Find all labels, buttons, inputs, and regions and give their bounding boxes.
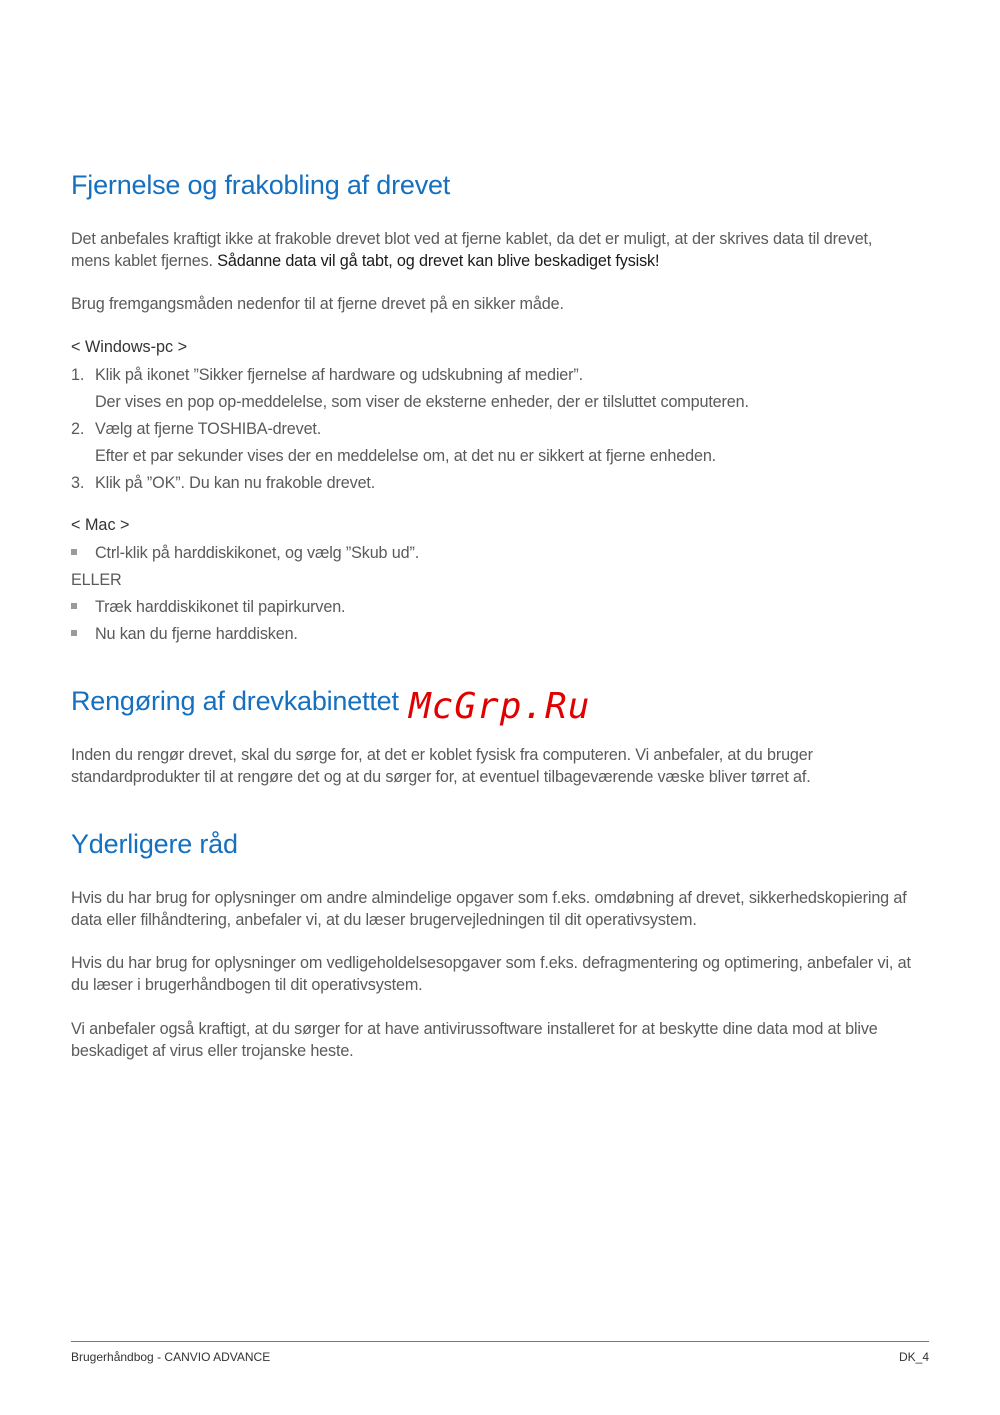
mac-heading: < Mac > [71, 516, 130, 534]
section-title-cleaning: Rengøring af drevkabinettet [71, 686, 399, 716]
step-text: Vælg at fjerne TOSHIBA-drevet. [95, 420, 322, 438]
mac-item-text: Ctrl-klik på harddiskikonet, og vælg ”Skub ud”. [95, 544, 420, 562]
square-bullet-icon [71, 603, 77, 609]
removal-intro [71, 228, 929, 272]
square-bullet-icon [71, 549, 77, 555]
advice-paragraph-1: Hvis du har brug for oplysninger om andre almindelige opgaver som f.eks. omdøbning af drevet, sikkerhedskopiering af data eller filhåndtering, anbefaler vi, at du læser brugervejledningen til dit operativsystem. [71, 889, 907, 929]
section-title-advice: Yderligere råd [71, 829, 238, 859]
mac-item-1 [71, 542, 419, 564]
square-bullet-icon [71, 630, 77, 636]
removal-warning: Sådanne data vil gå tabt, og drevet kan blive beskadiget fysisk! [217, 252, 660, 270]
removal-intro-line1: Det anbefales kraftigt ikke at frakoble drevet blot ved at fjerne kablet, da det er muligt, at der skrives data til drevet, [71, 230, 873, 248]
mac-item-2 [71, 596, 345, 618]
step-text: Klik på ”OK”. Du kan nu frakoble drevet. [95, 474, 376, 492]
removal-intro-line2: mens kablet fjernes. [71, 252, 218, 270]
footer-divider [71, 1341, 929, 1342]
mac-item-text: Træk harddiskikonet til papirkurven. [95, 598, 346, 616]
windows-step-1-detail: Der vises en pop op-meddelelse, som viser de eksterne enheder, der er tilsluttet computeren. [95, 393, 749, 411]
advice-paragraph-2: Hvis du har brug for oplysninger om vedligeholdelsesopgaver som f.eks. defragmentering og optimering, anbefaler vi, at du læser i brugerhåndbogen til dit operativsystem. [71, 954, 911, 994]
mac-item-3 [71, 623, 298, 645]
windows-step-3 [71, 472, 375, 494]
step-number: 2. [71, 420, 85, 438]
windows-step-2-detail: Efter et par sekunder vises der en meddelelse om, at det nu er sikkert at fjerne enheden. [95, 447, 717, 465]
mac-item-text: Nu kan du fjerne harddisken. [95, 625, 298, 643]
step-number: 3. [71, 474, 85, 492]
windows-step-2 [71, 418, 321, 440]
page-number: DK_4 [898, 1350, 929, 1364]
mac-or-text: ELLER [71, 571, 122, 589]
windows-heading: < Windows-pc > [71, 338, 188, 356]
advice-paragraph-3: Vi anbefaler også kraftigt, at du sørger for at have antivirussoftware installeret for at beskytte dine data mod at blive beskadiget af virus eller trojanske heste. [71, 1020, 878, 1060]
step-text: Klik på ikonet ”Sikker fjernelse af hardware og udskubning af medier”. [95, 366, 583, 384]
section-title-removal: Fjernelse og frakobling af drevet [71, 170, 451, 200]
watermark: McGrp.Ru [409, 686, 591, 727]
procedure-text: Brug fremgangsmåden nedenfor til at fjerne drevet på en sikker måde. [71, 295, 564, 313]
step-number: 1. [71, 366, 85, 384]
windows-step-1 [71, 364, 583, 386]
cleaning-body: Inden du rengør drevet, skal du sørge for, at det er koblet fysisk fra computeren. Vi anbefaler, at du bruger standardprodukter til at rengøre det og at du sørger for, at eventuel tilbageværende væske bliver tørret af. [71, 746, 813, 786]
footer-title: Brugerhåndbog - CANVIO ADVANCE [71, 1350, 271, 1364]
